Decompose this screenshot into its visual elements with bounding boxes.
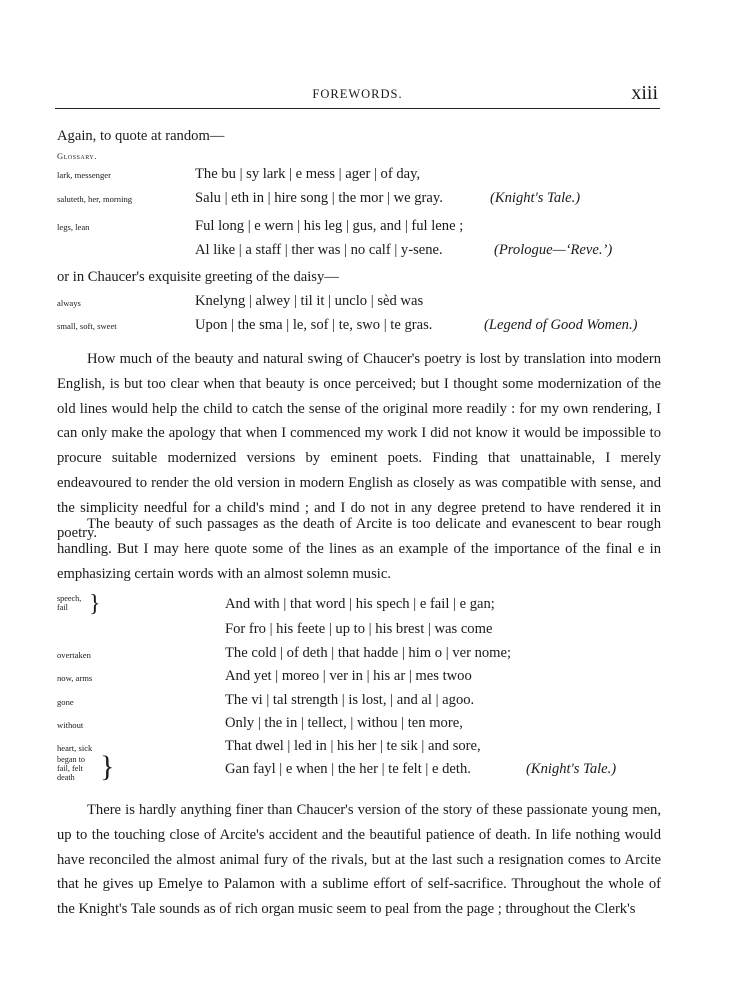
verse-line: The bu | sy lark | e mess | ager | of day,: [195, 166, 421, 182]
verse-attribution: (Knight's Tale.): [490, 190, 581, 206]
verse-line: Upon | the sma | le, sof | te, swo | te gras.: [195, 317, 433, 333]
verse-line: The cold | of deth | that hadde | him o | ver nome;: [225, 645, 512, 661]
verse-line: And with | that word | his spech | e fail | e gan;: [225, 596, 495, 612]
brace-symbol: }: [89, 591, 101, 617]
brace-gloss-bottom: began to fail, felt death: [57, 755, 85, 782]
verse-attribution: (Legend of Good Women.): [484, 317, 638, 333]
verse-line: That dwel | led in | his her | te sik | and sore,: [225, 738, 481, 754]
running-head: [55, 84, 660, 109]
verse-attribution: (Knight's Tale.): [526, 761, 617, 777]
verse-line: Knelyng | alwey | til it | unclo | sèd was: [195, 293, 424, 309]
gloss-note: now, arms: [57, 673, 93, 683]
gloss-note: lark, messenger: [57, 170, 111, 180]
verse-line: Salu | eth in | hire song | the mor | we gray.: [195, 190, 443, 206]
body-paragraph: The beauty of such passages as the death of Arcite is too delicate and evanescent to bear rough handling. But I may here quote some of the lines as an example of the importance of the final e in emphasizing certain words with an almost solemn music.: [57, 516, 661, 582]
verse-line: Only | the in | tellect, | withou | ten more,: [225, 715, 463, 731]
gloss-note: overtaken: [57, 650, 91, 660]
gloss-note: always: [57, 298, 81, 308]
gloss-note: small, soft, sweet: [57, 321, 117, 331]
daisy-line: or in Chaucer's exquisite greeting of the daisy—: [57, 269, 339, 285]
verse-line: Ful long | e wern | his leg | gus, and | ful lene ;: [195, 218, 464, 234]
verse-line: Gan fayl | e when | the her | te felt | e deth.: [225, 761, 471, 777]
body-paragraph: There is hardly anything finer than Chaucer's version of the story of these passionate young men, up to the touching close of Arcite's accident and the beautiful patience of death. In life nothing would have reconciled the almost animal fury of the rivals, but at the last such a resignation comes to Arcite that he gives up Emelye to Palamon with a sublime effort of self-sacrifice. Throughout the whole of the Knight's Tale sounds as of rich organ music seem to peal from the page ; throughout the Clerk's: [57, 802, 661, 918]
brace-symbol: }: [100, 750, 115, 783]
verse-line: Al like | a staff | ther was | no calf | y-sene.: [195, 242, 443, 258]
verse-line: And yet | moreo | ver in | his ar | mes twoo: [225, 668, 472, 684]
gloss-note: saluteth, her, morning: [57, 194, 133, 204]
page-number: xiii: [631, 82, 658, 104]
gloss-note: heart, sick: [57, 743, 93, 753]
gloss-note: legs, lean: [57, 222, 90, 232]
glossary-heading: Glossary.: [57, 151, 97, 161]
body-paragraph: How much of the beauty and natural swing of Chaucer's poetry is lost by translation into modern English, is but too clear when that beauty is once perceived; but I thought some modernization of the old lines would help the child to catch the sense of the original more readily : for my own rendering, I can only make the apology that when I commenced my work I did not know it would be impossible to procure suitable modernized versions by eminent poets. Finding that unattainable, I merely endeavoured to render the old version in modern English as closely as was compatible with sense, and the simplicity needful for a child's mind ; and I do not in any degree pretend to have rendered it in poetry.: [57, 351, 661, 541]
gloss-note: without: [57, 720, 84, 730]
verse-line: The vi | tal strength | is lost, | and al | agoo.: [225, 692, 475, 708]
verse-line: For fro | his feete | up to | his brest | was come: [225, 621, 493, 637]
verse-attribution: (Prologue—‘Reve.’): [494, 242, 613, 258]
intro-line: Again, to quote at random—: [57, 128, 225, 144]
gloss-note: gone: [57, 697, 74, 707]
running-title: FOREWORDS.: [312, 87, 403, 101]
brace-gloss-top: speech, fail: [57, 594, 82, 612]
